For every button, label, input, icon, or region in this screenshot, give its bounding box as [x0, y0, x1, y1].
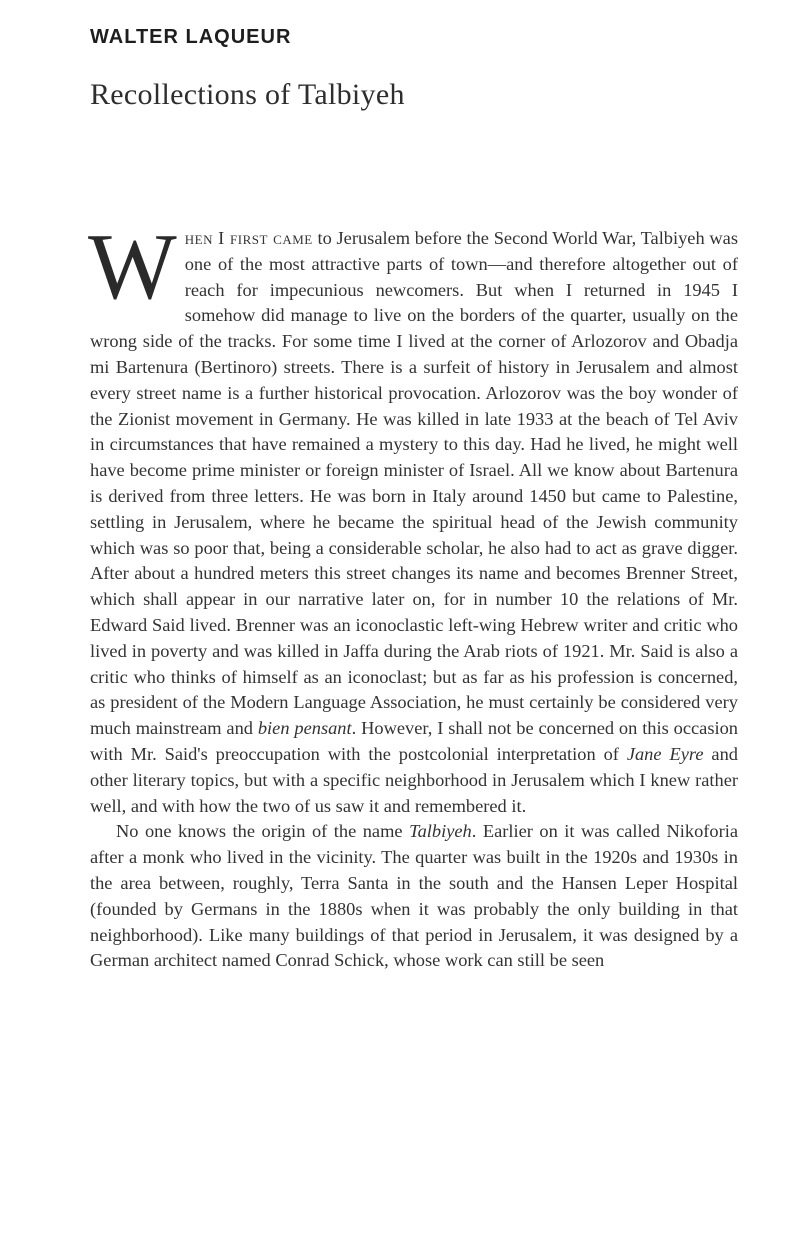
small-caps-lead: hen I first came	[184, 228, 313, 248]
italic-phrase: bien pensant	[257, 718, 352, 739]
text-run: and other literary topics, but with a specific neighborhood in Jerusalem which I knew rather well, and with how the two of us saw it and remembered it.	[90, 743, 738, 816]
drop-cap: W	[88, 215, 177, 319]
paragraph-2	[90, 819, 738, 974]
body-text	[88, 215, 738, 974]
text-run: . Earlier on it was called Nikoforia after a monk who lived in the vicinity. The quarter was built in the 1920s and 1930s in the area between, roughly, Terra Santa in the south and the Hansen Leper Hospital (founded by Germans in the 1880s when it was probably the only building in that neighborhood). Like many buildings of that period in Jerusalem, it was designed by a German architect named Conrad Schick, whose work can still be seen	[90, 821, 738, 971]
italic-title: Jane Eyre	[626, 743, 704, 764]
text-run: to Jerusalem before the Second World War, Talbiyeh was one of the most attractive parts of town—and therefore altogether out of reach for impecunious newcomers. But when I returned in 1945 I somehow did manage to live on the borders of the quarter, usually on the wrong side of the tracks. For some time I lived at the corner of Arlozorov and Obadja mi Bartenura (Bertinoro) streets. There is a surfeit of history in Jerusalem and almost every street name is a further historical provocation. Arlozorov was the boy wonder of the Zionist movement in Germany. He was killed in late 1933 at the beach of Tel Aviv in circumstances that have remained a mystery to this day. Had he lived, he might well have become prime minister or foreign minister of Israel. All we know about Bartenura is derived from three letters. He was born in Italy around 1450 but came to Palestine, settling in Jerusalem, where he became the spiritual head of the Jewish community which was so poor that, being a considerable scholar, he also had to act as grave digger. After about a hundred meters this street changes its name and becomes Brenner Street, which shall appear in our narrative later on, for in number 10 the relations of Mr. Edward Said lived. Brenner was an iconoclastic left-wing Hebrew writer and critic who lived in poverty and was killed in Jaffa during the Arab riots of 1921. Mr. Said is also a critic who thinks of himself as an iconoclast; but as far as his profession is concerned, as president of the Modern Language Association, he must certainly be considered very much mainstream and	[90, 228, 738, 739]
chapter-title: Recollections of Talbiyeh	[90, 78, 405, 111]
author-name: WALTER LAQUEUR	[90, 26, 292, 48]
text-run: . However, I shall not be concerned on this occasion with Mr. Said's preoccupation with the postcolonial interpretation of	[90, 718, 738, 764]
italic-name: Talbiyeh	[409, 821, 472, 842]
text-run: No one knows the origin of the name	[116, 821, 410, 842]
paragraph-1	[88, 215, 738, 819]
